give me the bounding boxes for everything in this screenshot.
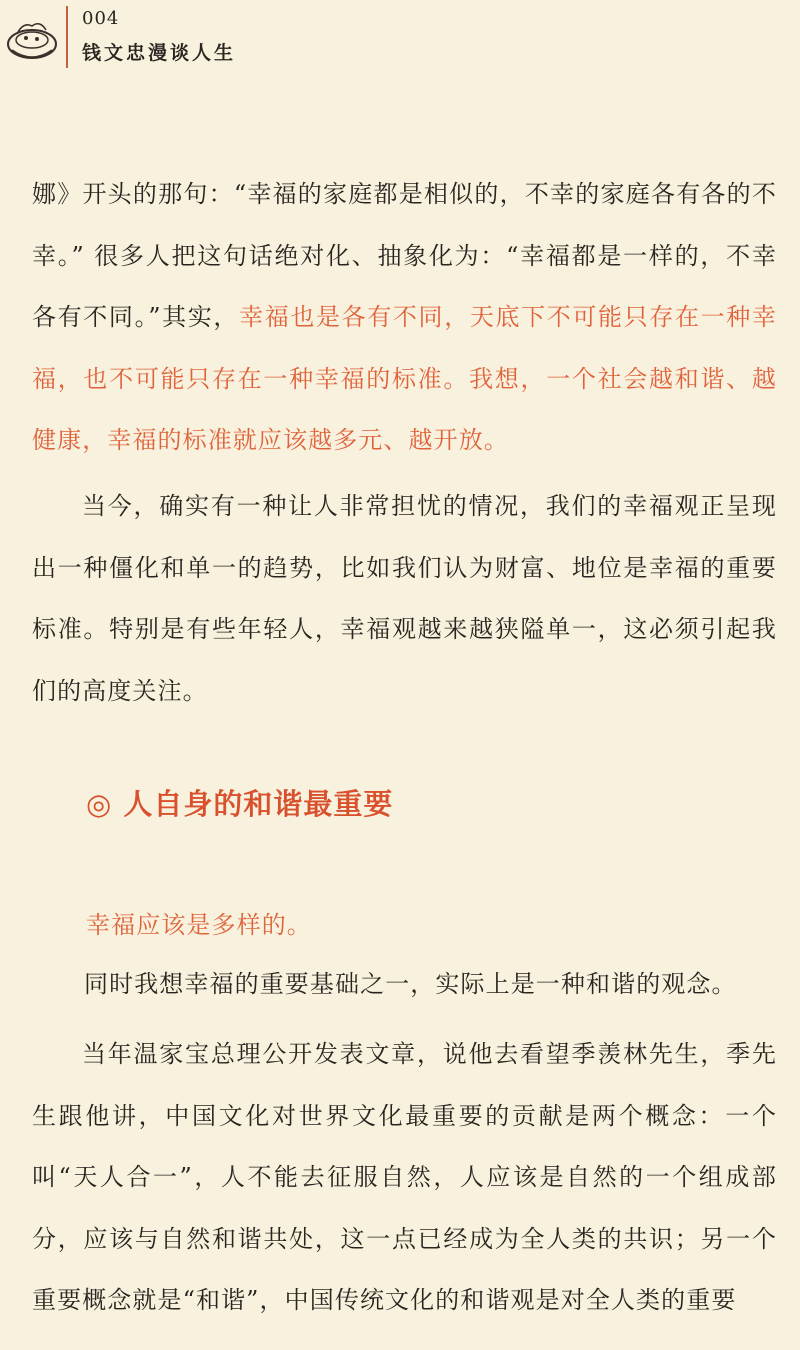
header-divider [66,6,68,68]
book-title: 钱文忠漫谈人生 [82,42,237,64]
subheading: 幸福应该是多样的。 [86,911,312,939]
section-heading: ◎ 人自身的和谐最重要 [86,787,394,821]
highlighted-text: 幸福也是各有不同，天底下不可能只存在一种幸福，也不可能只存在一种幸福的标准。我想，一个社会越和谐、越健康，幸福的标准就应该越多元、越开放。 [32,303,778,454]
page-number: 004 [82,8,120,29]
book-logo-icon [4,10,60,70]
paragraph-4: 当年温家宝总理公开发表文章，说他去看望季羡林先生，季先生跟他讲，中国文化对世界文化最重要的贡献是两个概念：一个叫“天人合一”，人不能去征服自然，人应该是自然的一个组成部分，应该与自然和谐共处，这一点已经成为全人类的共识；另一个重要概念就是“和谐”，中国传统文化的和谐观是对全人类的重要 [32,1040,777,1314]
paragraph-1 [32,164,777,472]
paragraph-1-text: 娜》开头的那句：“幸福的家庭都是相似的，不幸的家庭各有各的不幸。” 很多人把这句话绝对化、抽象化为：“幸福都是一样的，不幸各有不同。”其实， [32,180,777,331]
paragraph-3: 同时我想幸福的重要基础之一，实际上是一种和谐的观念。 [84,970,737,998]
paragraph-2: 当今，确实有一种让人非常担忧的情况，我们的幸福观正呈现出一种僵化和单一的趋势，比如我们认为财富、地位是幸福的重要标准。特别是有些年轻人，幸福观越来越狭隘单一，这必须引起我们的高度关注。 [32,492,777,705]
